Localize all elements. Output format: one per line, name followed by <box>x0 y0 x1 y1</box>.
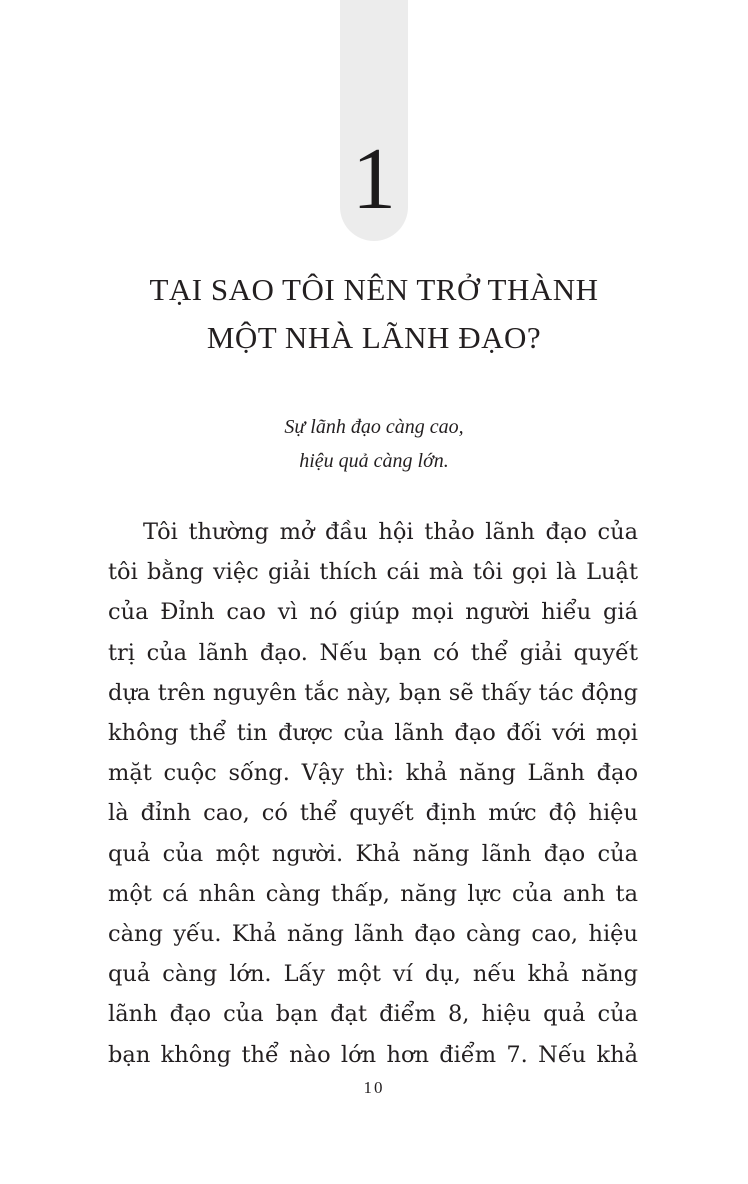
chapter-number: 1 <box>352 131 396 228</box>
epigraph-line: hiệu quả càng lớn. <box>299 450 449 472</box>
epigraph <box>60 410 688 478</box>
text-line: là đỉnh cao, có thể quyết định mức độ hiệu <box>108 800 638 827</box>
page-number: 10 <box>363 1078 385 1097</box>
text-line: của Đỉnh cao vì nó giúp mọi người hiểu giá <box>108 599 638 626</box>
chapter-title-line: TẠI SAO TÔI NÊN TRỞ THÀNH <box>149 272 599 307</box>
text-line: dựa trên nguyên tắc này, bạn sẽ thấy tác động <box>108 679 638 706</box>
text-line: quả càng lớn. Lấy một ví dụ, nếu khả năng <box>108 961 638 988</box>
text-line: lãnh đạo của bạn đạt điểm 8, hiệu quả của <box>108 1001 638 1028</box>
text-line: càng yếu. Khả năng lãnh đạo càng cao, hiệu <box>108 921 638 948</box>
epigraph-line: Sự lãnh đạo càng cao, <box>284 416 464 438</box>
body-paragraph <box>108 512 638 1075</box>
chapter-title-line: MỘT NHÀ LÃNH ĐẠO? <box>206 320 542 355</box>
text-line: bạn không thể nào lớn hơn điểm 7. Nếu khả <box>108 1041 638 1068</box>
text-line: Tôi thường mở đầu hội thảo lãnh đạo của <box>143 519 638 545</box>
text-line: không thể tin được của lãnh đạo đối với mọi <box>108 720 638 747</box>
text-line: một cá nhân càng thấp, năng lực của anh ta <box>108 880 638 907</box>
text-line: trị của lãnh đạo. Nếu bạn có thể giải quyết <box>108 639 638 666</box>
text-line: tôi bằng việc giải thích cái mà tôi gọi là Luật <box>108 559 638 586</box>
chapter-title <box>60 266 688 362</box>
text-line: mặt cuộc sống. Vậy thì: khả năng Lãnh đạo <box>108 760 638 787</box>
text-line: quả của một người. Khả năng lãnh đạo của <box>108 840 638 867</box>
